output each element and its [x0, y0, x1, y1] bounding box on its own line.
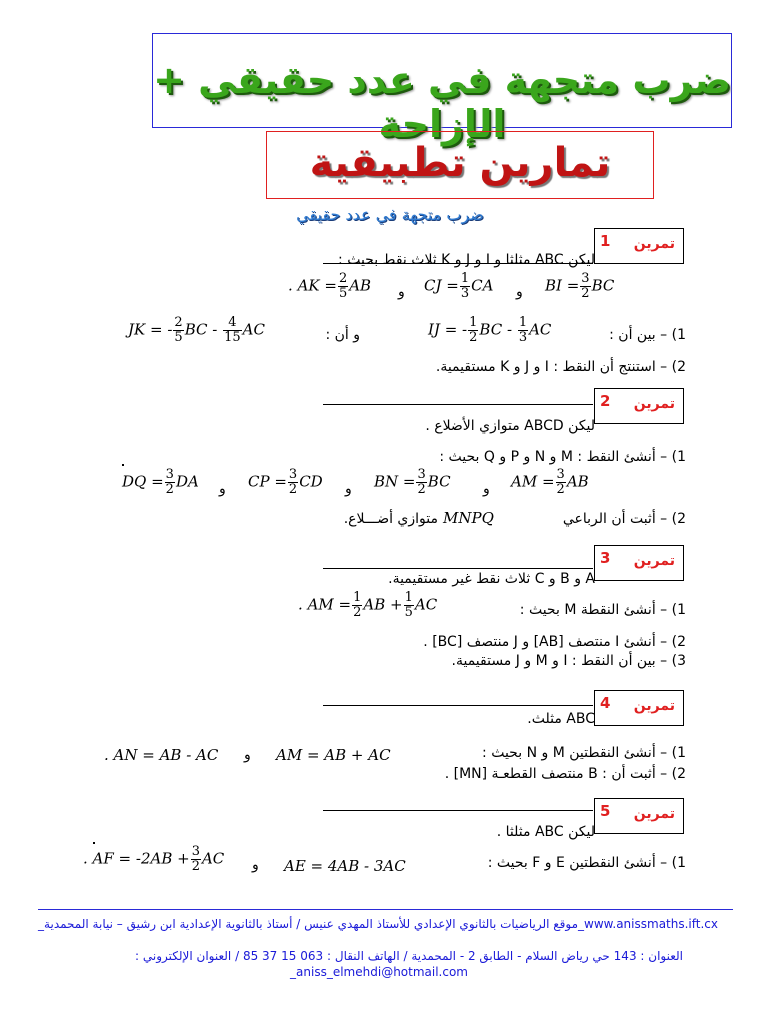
exercise-4-box	[594, 690, 684, 726]
exercise-label: تمرين	[633, 698, 675, 714]
ex4-eq-an: . AN = AB - AC	[104, 746, 219, 764]
ex1-eq-ij: IJ = - $\frac{1}{2}$ BC - $\frac{1}{3}$ AC	[428, 315, 552, 345]
ex2-mnpq: MNPQ	[443, 509, 494, 527]
ex1-eq-bi: BI = $\frac{3}{2}$ BC	[545, 271, 615, 301]
ex3-statement: A و B و C ثلاث نقط غير مستقيمية.	[388, 571, 595, 587]
exercise-2-rule	[323, 404, 593, 405]
ex2-and-2: و	[345, 481, 352, 497]
ex1-and-1: و	[398, 284, 405, 300]
ex4-q1: 1) – أنشئ النقطتين M و N بحيث :	[482, 745, 686, 761]
footer-address: العنوان : 143 حي رياض السلام - الطابق 2 - المحمدية / الهاتف النقال : 063 15 37 85 / العنوان الإلكتروني :	[135, 949, 683, 963]
exercise-5-rule	[323, 810, 593, 811]
exercise-label: تمرين	[633, 806, 675, 822]
exercise-5-box	[594, 798, 684, 834]
exercise-number: 1	[600, 232, 611, 250]
ex1-eq-cj: CJ = $\frac{1}{3}$ CA	[424, 271, 494, 301]
exercise-2-box	[594, 388, 684, 424]
exercise-number: 4	[600, 694, 611, 712]
subtitle-banner	[266, 131, 654, 199]
footer-site: www.anissmaths.ift.cx_موقع الرياضيات بالثانوي الإعدادي للأستاذ المهدي عنيس / أستاذ بالثانوية الإعدادية ابن رشيق – نيابة المحمدية_	[38, 917, 718, 931]
ex2-q1: 1) – أنشئ النقط : M و N و P و Q بحيث :	[439, 449, 686, 465]
ex3-q2: 2) – أنشئ I منتصف [AB] و J منتصف [BC] .	[423, 634, 686, 650]
ex3-q1: 1) – أنشئ النقطة M بحيث :	[519, 602, 686, 618]
ex2-q2-end: متوازي أضـــلاع.	[343, 511, 438, 527]
ex2-q2: 2) – أثبت أن الرباعي	[562, 511, 686, 527]
ex4-and: و	[244, 747, 251, 763]
title-banner	[152, 33, 732, 146]
exercise-3-box	[594, 545, 684, 581]
ex2-and-3: و	[483, 481, 490, 497]
ex4-statement: ABC مثلث.	[527, 711, 595, 727]
small-caption: ضرب متجهة في عدد حقيقي	[296, 205, 484, 224]
ex2-and-1: و	[219, 481, 226, 497]
exercise-label: تمرين	[633, 396, 675, 412]
ex4-eq-am: AM = AB + AC	[276, 746, 391, 764]
ex2-eq-am: AM = $\frac{3}{2}$ AB	[511, 467, 589, 497]
footer-email: aniss_elmehdi@hotmail.com_	[290, 965, 468, 979]
ex1-and-2: و	[516, 284, 523, 300]
exercise-number: 3	[600, 549, 611, 567]
banner-subtitle: تمارين تطبيقية	[309, 140, 611, 186]
ex5-q1: 1) – أنشئ النقطتين E و F بحيث :	[487, 855, 686, 871]
ex3-eq-am: . AM = $\frac{1}{2}$ AB + $\frac{1}{5}$ AC	[298, 590, 438, 620]
footer-rule	[38, 909, 733, 910]
ex5-eq-ae: AE = 4AB - 3AC	[284, 857, 406, 875]
exercise-3-rule	[323, 568, 593, 569]
ex5-and: و	[252, 857, 259, 873]
ex2-eq-dq: DQ = $\frac{3}{2}$ DA	[122, 467, 199, 497]
ex1-statement: ليكن ABC مثلثا و I و J و K ثلاث نقط بحيث :	[338, 252, 595, 268]
ex1-eq-jk: JK = - $\frac{2}{5}$ BC - $\frac{4}{15}$ AC	[128, 315, 265, 345]
exercise-label: تمرين	[633, 236, 675, 252]
ex2-eq-cp: CP = $\frac{3}{2}$ CD	[248, 467, 323, 497]
exercise-4-rule	[323, 705, 593, 706]
ex2-eq-bn: BN = $\frac{3}{2}$ BC	[374, 467, 451, 497]
ex1-eq-ak: . AK = $\frac{2}{5}$ AB	[288, 271, 372, 301]
document-title: ضرب متجهة في عدد حقيقي + الإزاحة	[153, 58, 731, 146]
exercise-number: 5	[600, 802, 611, 820]
exercise-number: 2	[600, 392, 611, 410]
ex1-q2: 2) – استنتج أن النقط : I و J و K مستقيمية.	[435, 359, 686, 375]
ex5-eq-af: . AF = -2AB + $\frac{3}{2}$ AC	[83, 844, 225, 874]
stray-dot	[93, 842, 95, 844]
stray-dot	[122, 464, 124, 466]
ex4-q2: 2) – أثبت أن : B منتصف القطعـة [MN] .	[444, 766, 686, 782]
ex1-q1: 1) – بين أن :	[609, 327, 686, 343]
exercise-label: تمرين	[633, 553, 675, 569]
ex1-and-that: و أن :	[325, 327, 360, 343]
ex3-q3: 3) – بين أن النقط : I و M و J مستقيمية.	[451, 653, 686, 669]
ex2-statement: ليكن ABCD متوازي الأضلاع .	[425, 418, 595, 434]
ex5-statement: ليكن ABC مثلثا .	[496, 824, 595, 840]
exercise-1-box	[594, 228, 684, 264]
